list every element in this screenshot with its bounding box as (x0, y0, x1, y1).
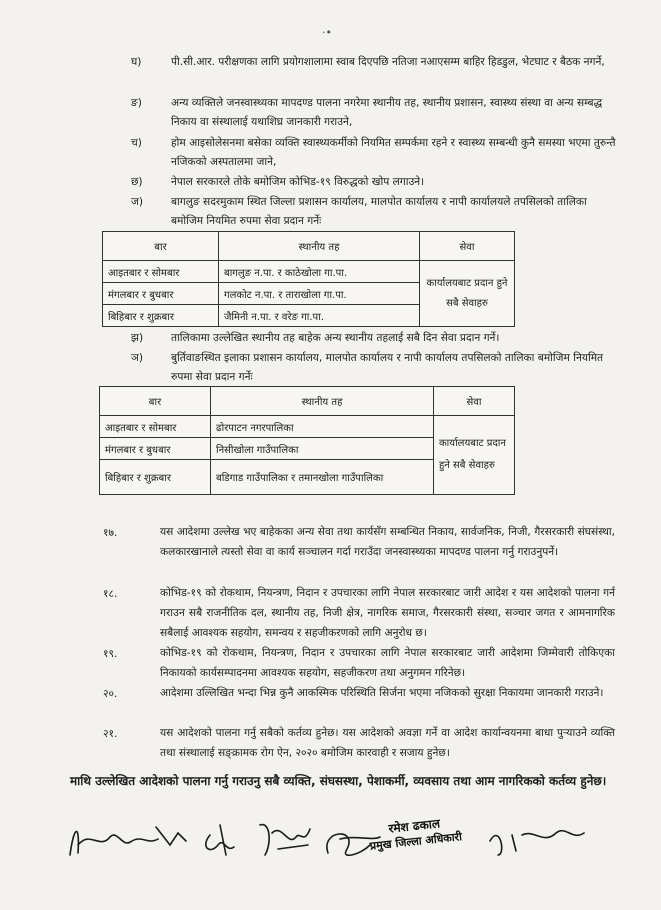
page-mark: ·• (322, 26, 332, 39)
header-service: सेवा (434, 387, 515, 416)
local-level-cell: निसीखोला गाउँपालिका (211, 438, 434, 460)
schedule-table-baglung (102, 231, 515, 327)
local-level-cell: जैमिनी न.पा. र वरेङ गा.पा. (219, 305, 420, 327)
schedule-table-burtibang (99, 386, 515, 495)
table-header-row (100, 387, 515, 416)
header-day: बार (100, 387, 211, 416)
signature-2 (206, 825, 234, 855)
header-local-level: स्थानीय तह (219, 232, 420, 261)
local-level-cell: बागलुङ न.पा. र काठेखोला गा.पा. (219, 261, 420, 283)
paragraph-18: कोभिड-१९ को रोकथाम, नियन्त्रण, निदान र उपचारका लागि नेपाल सरकारबाट जारी आदेश र यस आदेशको पालना गर्न गराउन सबै राजनीतिक दल, स्थानीय तह, निजी क्षेत्र, नागरिक समाज, गैरसरकारी संस्था, सञ्चार जगत र आमनागरिक सबैलाई आवश्यक सहयोग, समन्वय र सहजीकरणको लागि अनुरोध छ। (160, 587, 615, 639)
day-cell: मंगलबार र बुधबार (100, 438, 211, 460)
stamp-title: प्रमुख जिल्ला अधिकारी (369, 830, 463, 853)
header-day: बार (103, 232, 219, 261)
local-level-cell: गलकोट न.पा. र ताराखोला गा.पा. (219, 283, 420, 305)
paragraph-number: २१. (103, 728, 118, 740)
day-cell: आइतबार र सोमबार (103, 261, 219, 283)
day-cell: बिहिबार र शुक्रबार (103, 305, 219, 327)
paragraph-17: यस आदेशमा उल्लेख भए बाहेकका अन्य सेवा तथा कार्यसँग सम्बन्धित निकाय, सार्वजनिक, निजी, गैरसरकारी संघसंस्था, कलकारखानाले त्यस्तो सेवा वा कार्य सञ्चालन गर्दा गराउँदा जनस्वास्थ्यका मापदण्ड पालना गर्नु गराउनुपर्ने। (160, 526, 615, 558)
table-header-row (103, 232, 515, 261)
closing-statement: माथि उल्लेखित आदेशको पालना गर्नु गराउनु सबै व्यक्ति, संघसस्था, पेशाकर्मी, व्यवसाय तथा आम नागरिकको कर्तव्य हुनेछ। (70, 774, 607, 788)
table-row (100, 416, 515, 438)
signature-row (60, 815, 620, 875)
local-level-cell: बडिगाड गाउँपालिका र तमानखोला गाउँपालिका (211, 460, 434, 495)
local-level-cell: ढोरपाटन नगरपालिका (211, 416, 434, 438)
service-cell: कार्यालयबाट प्रदान हुने सबै सेवाहरु (434, 416, 515, 495)
table-row (103, 261, 515, 283)
day-cell: मंगलबार र बुधबार (103, 283, 219, 305)
paragraph-number: १८. (103, 588, 118, 600)
day-cell: बिहिबार र शुक्रबार (100, 460, 211, 495)
paragraph-number: २०. (103, 688, 118, 700)
paragraph-21: यस आदेशको पालना गर्नु सबैको कर्तव्य हुनेछ। यस आदेशको अवज्ञा गर्ने वा आदेश कार्यान्वयनमा बाधा पुऱ्याउने व्यक्ति तथा संस्थालाई सङ्क्रामक रोग ऐन, २०२० बमोजिम कारवाही र सजाय हुनेछ। (160, 727, 615, 759)
header-service: सेवा (420, 232, 515, 261)
stamp-name: रमेश ढकाल (387, 816, 441, 836)
signature-3 (260, 825, 310, 855)
paragraph-20: आदेशमा उल्लिखित भन्दा भिन्न कुनै आकस्मिक परिस्थिति सिर्जना भएमा नजिकको सुरक्षा निकायमा जानकारी गराउने। (160, 687, 604, 699)
paragraph-19: कोभिड-१९ को रोकथाम, नियन्त्रण, निदान र उपचारका लागि नेपाल सरकारबाट जारी आदेशमा जिम्मेवारी तोकिएका निकायको कार्यसम्पादनमा आवश्यक सहयोग, सहजीकरण तथा अनुगमन गरिनेछ। (160, 647, 615, 679)
service-cell: कार्यालयबाट प्रदान हुने सबै सेवाहरु (420, 261, 515, 327)
document-page: ·• घ) पी.सी.आर. परीक्षणका लागि प्रयोगशालामा स्वाब दिएपछि नतिजा नआएसम्म बाहिर हिडडुल, भेटघाट र बैठक नगर्ने, ङ) अन्य व्यक्तिले जनस्वास्थ्यका मापदण्ड पालना नगरेमा स्थानीय तह, स्थानीय प्रशासन, स्वास्थ्य संस्था वा अन्य सम्बद्ध निकाय वा संस्थालाई यथाशिघ्र जानकारी गराउने, च) होम आइसोलेसनमा बसेका व्यक्ति स्वास्थ्यकर्मीको नियमित सम्पर्कमा रहने र स्वास्थ्य सम्बन्धी कुनै समस्या भएमा तुरुन्तै नजिकको अस्पतालमा जाने, छ) नेपाल सरकारले तोके बमोजिम कोभिड-१९ विरुद्धको खोप लगाउने। ज) बागलुङ सदरमुकाम स्थित जिल्ला प्रशासन कार्यालय, मालपोत कार्यालय र नापी कार्यालयले तपसिलको तालिका बमोजिम नियमित रुपमा सेवा प्रदान गर्नेः बार स्थानीय तह सेवा आइतबार र सोमबार बागलुङ न.पा. र काठेखोला गा.पा. कार्यालयबाट प्रदान हुने सबै सेवाहरु मंगलबार र बुधबार गलकोट न.पा. र ताराखोला गा.पा. बिहिबार र शुक्रबार जैमिनी न.पा. र वरेङ गा.पा. झ) तालिकामा उल्लेखित स्थानीय तह बाहेक अन्य स्थानीय तहलाई सबै दिन सेवा प्रदान गर्ने। ञ) बुर्तिवाङस्थित इलाका प्रशासन कार्यालय, मालपोत कार्यालय र नापी कार्यालय तपसिलको तालिका बमोजिम नियमित रुपमा सेवा प्रदान गर्नेः बार स्थानीय तह सेवा आइतबार र सोमबार ढोरपाटन नगरपालिका कार्यालयबाट प्रदान हुने सबै सेवाहरु मंगलबार र बुधबार निसीखोला गाउँपालिका बिहिबार र शुक्रबार बडिगाड गाउँपालिका र तमानखोला गाउँपालिका १७. यस आदेशमा उल्लेख भए बाहेकका अन्य सेवा तथा कार्यसँग सम्बन्धित निकाय, सार्वजनिक, निजी, गैरसरकारी संघसंस्था, कलकारखानाले त्यस्तो सेवा वा कार्य सञ्चालन गर्दा गराउँदा जनस्वास्थ्यका मापदण्ड पालना गर्नु गराउनुपर्ने। १८. कोभिड-१९ को रोकथाम, नियन्त्रण, निदान र उपचारका लागि नेपाल सरकारबाट जारी आदेश र यस आदेशको पालना गर्न गराउन सबै राजनीतिक दल, स्थानीय तह, निजी क्षेत्र, नागरिक समाज, गैरसरकारी संस्था, सञ्चार जगत र आमनागरिक सबैलाई आवश्यक सहयोग, समन्वय र सहजीकरणको लागि अनुरोध छ। १९. कोभिड-१९ को रोकथाम, नियन्त्रण, निदान र उपचारका लागि नेपाल सरकारबाट जारी आदेशमा जिम्मेवारी तोकिएका निकायको कार्यसम्पादनमा आवश्यक सहयोग, सहजीकरण तथा अनुगमन गरिनेछ। २०. आदेशमा उल्लिखित भन्दा भिन्न कुनै आकस्मिक परिस्थिति सिर्जना भएमा नजिकको सुरक्षा निकायमा जानकारी गराउने। २१. यस आदेशको पालना गर्नु सबैको कर्तव्य हुनेछ। यस आदेशको अवज्ञा गर्ने वा आदेश कार्यान्वयनमा बाधा पुऱ्याउने व्यक्ति तथा संस्थालाई सङ्क्रामक रोग ऐन, २०२० बमोजिम कारवाही र सजाय हुनेछ। माथि उल्लेखित आदेशको पालना गर्नु गराउनु सबै व्यक्ति, संघसस्था, पेशाकर्मी, व्यवसाय तथा आम नागरिकको कर्तव्य हुनेछ। रमेश ढकाल प्रमुख जिल्ला अधिकारी (0, 0, 661, 910)
header-local-level: स्थानीय तह (211, 387, 434, 416)
day-cell: आइतबार र सोमबार (100, 416, 211, 438)
signature-1 (70, 827, 186, 855)
paragraph-number: १७. (103, 527, 118, 539)
paragraph-number: १९. (103, 648, 118, 660)
